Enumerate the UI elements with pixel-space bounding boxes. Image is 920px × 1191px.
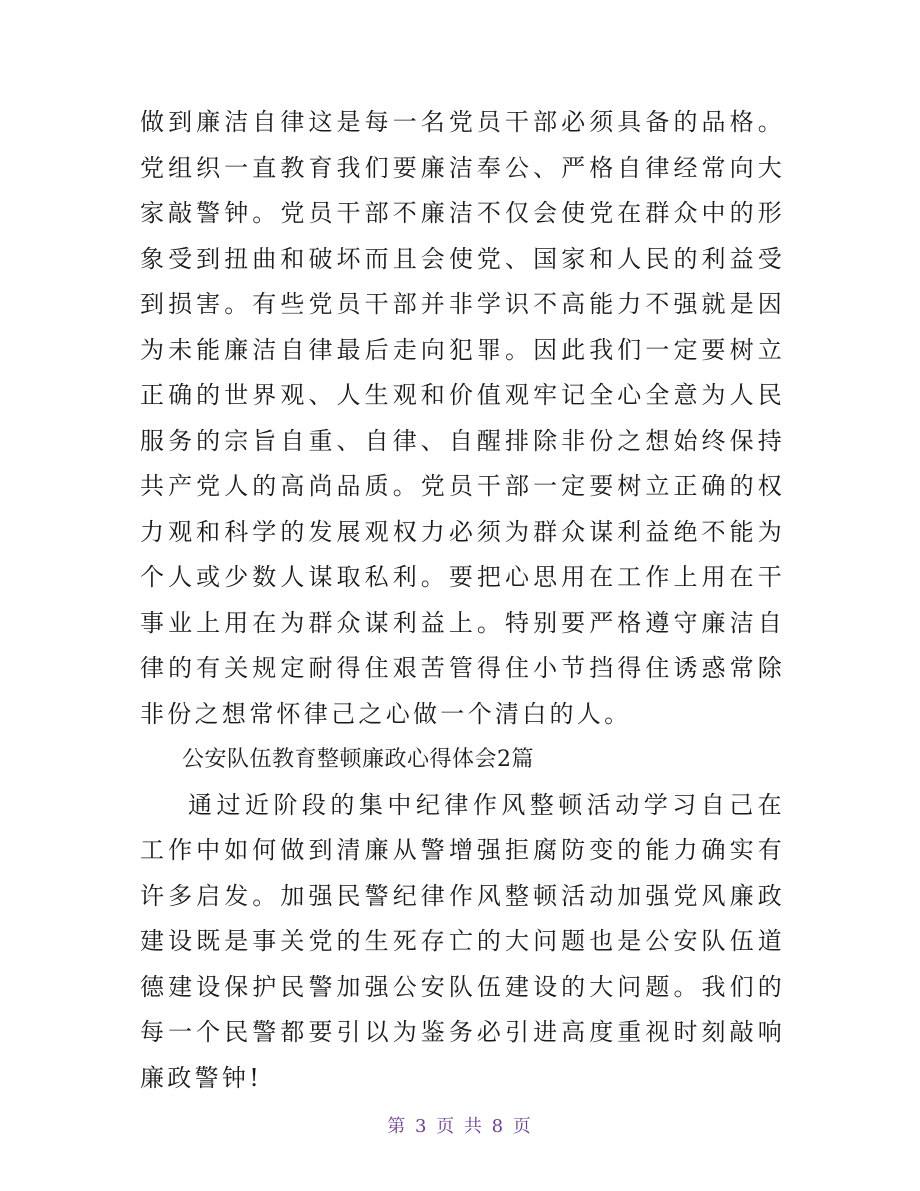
body-paragraph-2: 通过近阶段的集中纪律作风整顿活动学习自己在工作中如何做到清廉从警增强拒腐防变的能力确实有许多启发。加强民警纪律作风整顿活动加强党风廉政建设既是事关党的生死存亡的大问题也是公安队伍道德建设保护民警加强公安队伍建设的大问题。我们的每一个民警都要引以为鉴务必引进高度重视时刻敲响廉政警钟!: [140, 790, 785, 1092]
body-paragraph-1: 做到廉洁自律这是每一名党员干部必须具备的品格。党组织一直教育我们要廉洁奉公、严格自律经常向大家敲警钟。党员干部不廉洁不仅会使党在群众中的形象受到扭曲和破坏而且会使党、国家和人民的利益受到损害。有些党员干部并非学识不高能力不强就是因为未能廉洁自律最后走向犯罪。因此我们一定要树立正确的世界观、人生观和价值观牢记全心全意为人民服务的宗旨自重、自律、自醒排除非份之想始终保持共产党人的高尚品质。党员干部一定要树立正确的权力观和科学的发展观权力必须为群众谋利益绝不能为个人或少数人谋取私利。要把心思用在工作上用在干事业上用在为群众谋利益上。特别要严格遵守廉洁自律的有关规定耐得住艰苦管得住小节挡得住诱惑常除非份之想常怀律己之心做一个清白的人。: [140, 108, 785, 728]
section-heading: 公安队伍教育整顿廉政心得体会2篇: [182, 747, 534, 772]
page-number-footer: 第 3 页 共 8 页: [387, 1116, 533, 1137]
document-body: [140, 100, 785, 1101]
